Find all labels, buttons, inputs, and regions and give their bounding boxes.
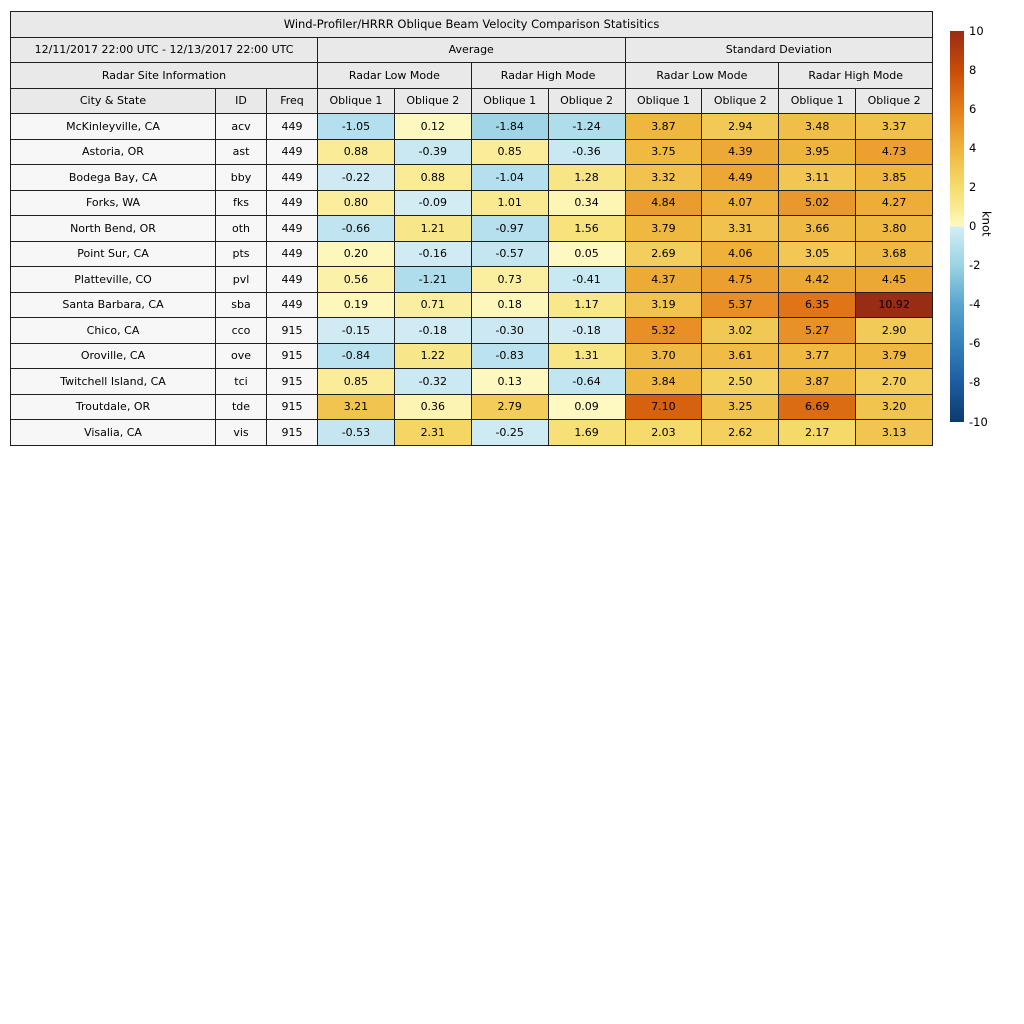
cell-value: 2.50 [702,369,779,395]
cell-value: -0.16 [394,241,471,267]
cell-id: pts [216,241,267,267]
colorbar-tick-label: 8 [969,62,977,77]
cell-city-state: Astoria, OR [11,139,216,165]
cell-freq: 449 [267,165,318,191]
cell-value: 3.20 [856,394,933,420]
cell-value: 3.75 [625,139,702,165]
cell-value: 0.85 [471,139,548,165]
cell-value: 7.10 [625,394,702,420]
cell-value: 3.32 [625,165,702,191]
cell-value: 6.69 [779,394,856,420]
cell-city-state: McKinleyville, CA [11,114,216,140]
cell-value: -0.18 [394,318,471,344]
column-header-row [11,88,933,114]
cell-value: 3.77 [779,343,856,369]
cell-city-state: Troutdale, OR [11,394,216,420]
cell-value: 3.95 [779,139,856,165]
colorbar-tick-label: -2 [969,258,981,273]
colorbar-tick-label: 4 [969,140,977,155]
cell-freq: 449 [267,241,318,267]
cell-value: 3.79 [856,343,933,369]
col-oblique2: Oblique 2 [394,88,471,114]
cell-value: 3.48 [779,114,856,140]
cell-value: 4.73 [856,139,933,165]
colorbar-tick-label: -6 [969,336,981,351]
cell-value: 3.13 [856,420,933,446]
cell-value: 3.68 [856,241,933,267]
colorbar-tick-label: -8 [969,375,981,390]
cell-value: 6.35 [779,292,856,318]
cell-value: 4.45 [856,267,933,293]
cell-value: 0.09 [548,394,625,420]
cell-value: 1.31 [548,343,625,369]
cell-freq: 915 [267,343,318,369]
cell-value: 2.90 [856,318,933,344]
cell-city-state: Point Sur, CA [11,241,216,267]
site-info-header: Radar Site Information [11,63,318,89]
table-row [11,394,933,420]
cell-value: 4.75 [702,267,779,293]
cell-value: 3.87 [625,114,702,140]
cell-value: 4.39 [702,139,779,165]
cell-value: -0.09 [394,190,471,216]
table-row [11,190,933,216]
cell-value: -0.64 [548,369,625,395]
cell-value: 0.13 [471,369,548,395]
title-row [11,12,933,38]
colorbar-unit-label: knot [979,211,994,237]
cell-value: 1.17 [548,292,625,318]
cell-id: bby [216,165,267,191]
cell-id: fks [216,190,267,216]
table-row [11,420,933,446]
cell-freq: 915 [267,420,318,446]
cell-value: 0.05 [548,241,625,267]
cell-city-state: Oroville, CA [11,343,216,369]
cell-value: -0.25 [471,420,548,446]
cell-freq: 915 [267,394,318,420]
colorbar-tick-label: 0 [969,219,977,233]
cell-value: 4.84 [625,190,702,216]
cell-city-state: Bodega Bay, CA [11,165,216,191]
cell-id: acv [216,114,267,140]
cell-value: -0.32 [394,369,471,395]
cell-freq: 449 [267,292,318,318]
cell-freq: 449 [267,267,318,293]
cell-freq: 449 [267,216,318,242]
table-row [11,241,933,267]
cell-id: tci [216,369,267,395]
cell-value: 0.34 [548,190,625,216]
cell-value: 3.11 [779,165,856,191]
cell-value: 2.79 [471,394,548,420]
cell-value: 4.37 [625,267,702,293]
cell-value: 2.17 [779,420,856,446]
col-oblique1: Oblique 1 [625,88,702,114]
cell-value: 3.05 [779,241,856,267]
colorbar-tick-label: 10 [969,23,984,38]
col-id: ID [216,88,267,114]
table-row [11,369,933,395]
cell-value: 4.42 [779,267,856,293]
cell-value: -0.36 [548,139,625,165]
cell-value: -0.97 [471,216,548,242]
table-row [11,216,933,242]
cell-city-state: Platteville, CO [11,267,216,293]
cell-value: -0.22 [318,165,395,191]
chart-title: Wind-Profiler/HRRR Oblique Beam Velocity Comparison Statisitics [11,12,933,38]
cell-value: 3.66 [779,216,856,242]
cell-value: 0.12 [394,114,471,140]
cell-id: pvl [216,267,267,293]
cell-value: -1.24 [548,114,625,140]
table-row [11,267,933,293]
colorbar-tick-label: -4 [969,297,981,312]
table-row [11,343,933,369]
cell-value: 1.28 [548,165,625,191]
cell-value: 5.02 [779,190,856,216]
cell-value: 0.36 [394,394,471,420]
cell-value: 0.73 [471,267,548,293]
cell-value: 5.27 [779,318,856,344]
col-oblique2: Oblique 2 [856,88,933,114]
cell-freq: 449 [267,114,318,140]
avg-high-mode-header: Radar High Mode [471,63,625,89]
cell-value: 0.18 [471,292,548,318]
cell-freq: 915 [267,318,318,344]
cell-value: 0.56 [318,267,395,293]
stats-table [10,11,933,446]
cell-city-state: Forks, WA [11,190,216,216]
cell-value: 4.27 [856,190,933,216]
col-oblique1: Oblique 1 [779,88,856,114]
cell-value: 3.02 [702,318,779,344]
cell-value: 10.92 [856,292,933,318]
cell-freq: 449 [267,190,318,216]
cell-value: 0.71 [394,292,471,318]
cell-id: cco [216,318,267,344]
col-oblique2: Oblique 2 [702,88,779,114]
cell-value: 4.49 [702,165,779,191]
cell-value: 2.62 [702,420,779,446]
cell-value: 1.01 [471,190,548,216]
cell-value: 2.03 [625,420,702,446]
sd-low-mode-header: Radar Low Mode [625,63,779,89]
cell-value: -1.21 [394,267,471,293]
cell-freq: 915 [267,369,318,395]
cell-value: 3.85 [856,165,933,191]
avg-low-mode-header: Radar Low Mode [318,63,472,89]
cell-city-state: Twitchell Island, CA [11,369,216,395]
cell-id: ast [216,139,267,165]
cell-city-state: Chico, CA [11,318,216,344]
cell-value: 3.61 [702,343,779,369]
cell-value: 0.85 [318,369,395,395]
cell-value: 2.70 [856,369,933,395]
cell-value: 3.19 [625,292,702,318]
cell-value: 1.21 [394,216,471,242]
cell-value: -0.66 [318,216,395,242]
cell-id: vis [216,420,267,446]
group-standard-deviation: Standard Deviation [625,37,933,63]
sd-high-mode-header: Radar High Mode [779,63,933,89]
table-row [11,318,933,344]
cell-value: 0.88 [318,139,395,165]
col-oblique2: Oblique 2 [548,88,625,114]
table-row [11,114,933,140]
col-city-state: City & State [11,88,216,114]
cell-value: 1.22 [394,343,471,369]
cell-value: -1.04 [471,165,548,191]
cell-value: -1.84 [471,114,548,140]
colorbar-tick-label: -10 [969,414,988,429]
cell-value: 0.19 [318,292,395,318]
cell-value: 3.80 [856,216,933,242]
cell-value: -0.57 [471,241,548,267]
cell-value: -0.18 [548,318,625,344]
cell-value: 4.06 [702,241,779,267]
cell-value: 3.25 [702,394,779,420]
col-freq: Freq [267,88,318,114]
cell-value: 1.69 [548,420,625,446]
cell-value: -0.41 [548,267,625,293]
cell-value: 2.69 [625,241,702,267]
group-header-row [11,37,933,63]
cell-value: 3.21 [318,394,395,420]
cell-value: -0.83 [471,343,548,369]
cell-value: 3.31 [702,216,779,242]
col-oblique1: Oblique 1 [318,88,395,114]
cell-value: -0.30 [471,318,548,344]
cell-id: oth [216,216,267,242]
cell-value: 3.37 [856,114,933,140]
cell-value: 3.79 [625,216,702,242]
table-body [11,114,933,446]
cell-id: sba [216,292,267,318]
cell-value: 5.37 [702,292,779,318]
col-oblique1: Oblique 1 [471,88,548,114]
colorbar-tick-label: 6 [969,101,977,116]
date-range: 12/11/2017 22:00 UTC - 12/13/2017 22:00 UTC [11,37,318,63]
cell-value: -1.05 [318,114,395,140]
cell-value: 3.84 [625,369,702,395]
cell-city-state: Santa Barbara, CA [11,292,216,318]
table-row [11,165,933,191]
cell-city-state: North Bend, OR [11,216,216,242]
cell-city-state: Visalia, CA [11,420,216,446]
mode-header-row [11,63,933,89]
colorbar-gradient [950,31,964,422]
cell-id: ove [216,343,267,369]
cell-value: 0.20 [318,241,395,267]
cell-value: 2.94 [702,114,779,140]
group-average: Average [318,37,626,63]
table-row [11,292,933,318]
cell-value: 2.31 [394,420,471,446]
cell-value: 5.32 [625,318,702,344]
cell-value: 0.80 [318,190,395,216]
cell-value: -0.39 [394,139,471,165]
cell-value: -0.84 [318,343,395,369]
table-row [11,139,933,165]
cell-value: 3.70 [625,343,702,369]
cell-value: 4.07 [702,190,779,216]
cell-value: 1.56 [548,216,625,242]
colorbar-tick-label: 2 [969,179,977,194]
cell-value: 0.88 [394,165,471,191]
cell-value: -0.15 [318,318,395,344]
cell-id: tde [216,394,267,420]
cell-value: -0.53 [318,420,395,446]
cell-value: 3.87 [779,369,856,395]
cell-freq: 449 [267,139,318,165]
